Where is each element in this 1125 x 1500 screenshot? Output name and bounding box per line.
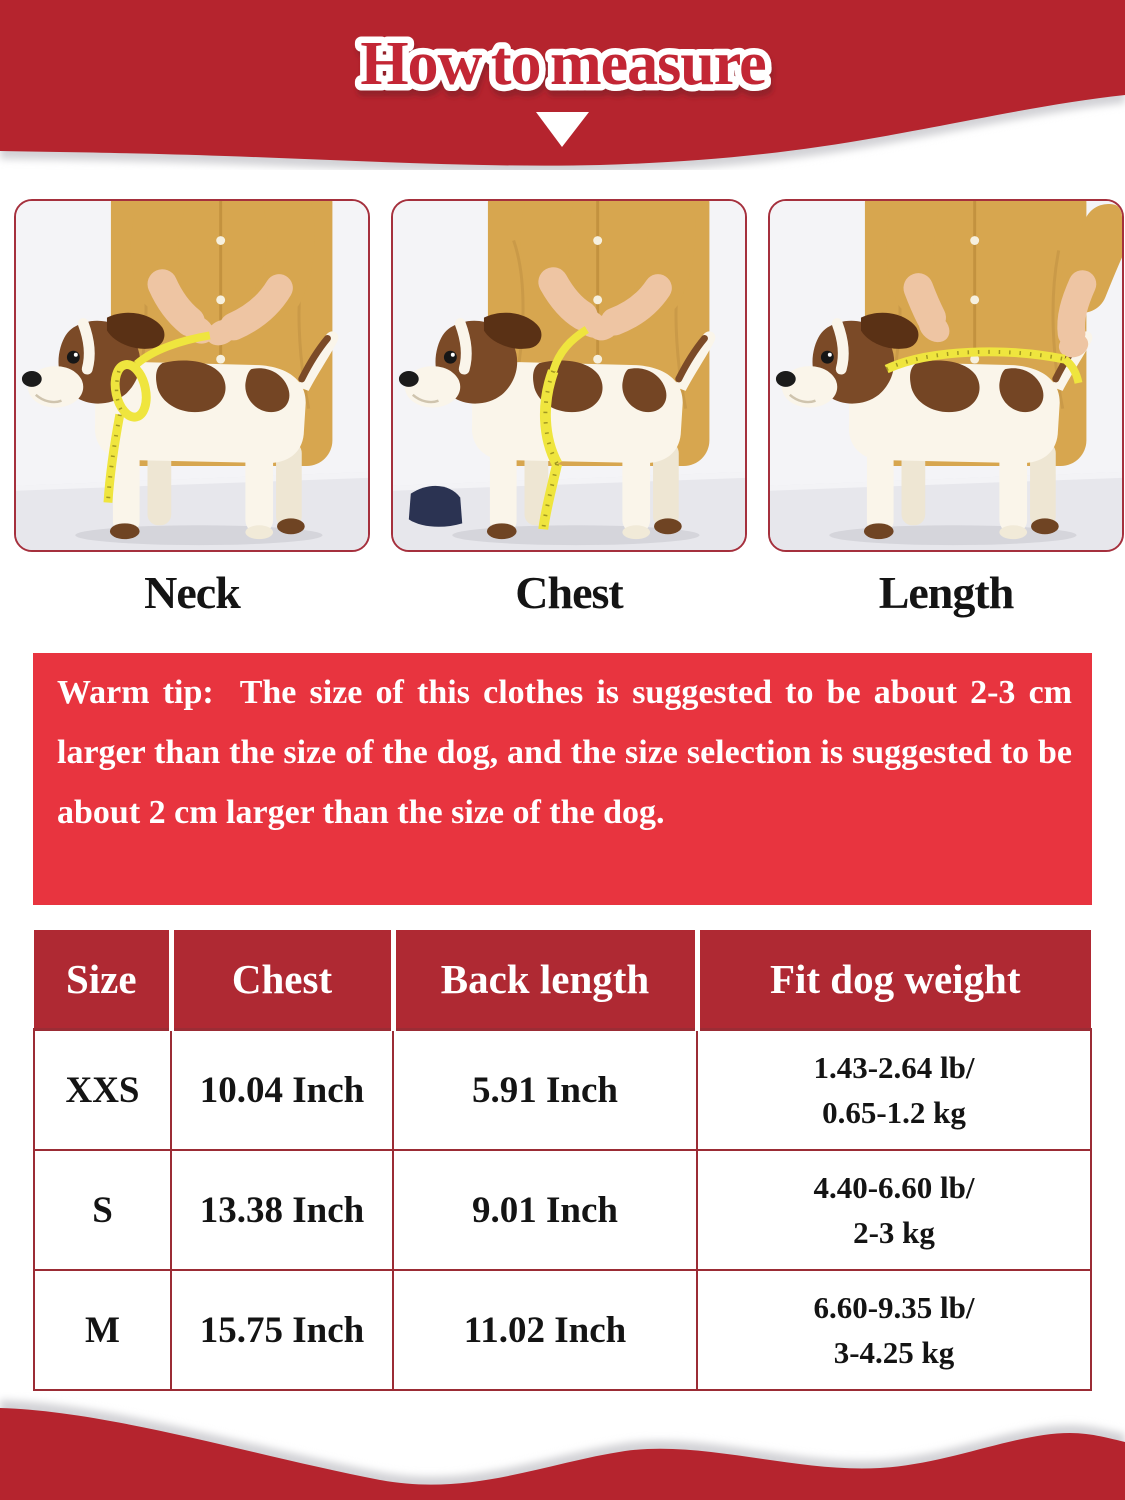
weight-kg: 2-3 kg (853, 1215, 935, 1250)
measure-photos (14, 199, 1124, 552)
warm-tip-text: The size of this clothes is suggested to be about 2-3 cm larger than the size of the dog, and the size selection is suggested to be about 2 cm larger than the size of the dog. (57, 674, 1072, 831)
weight-kg: 0.65-1.2 kg (822, 1095, 966, 1130)
weight-lb: 1.43-2.64 lb/ (813, 1050, 975, 1085)
photo-chest (391, 199, 747, 552)
cell-chest: 10.04 Inch (171, 1030, 393, 1151)
label-chest: Chest (515, 567, 623, 618)
cell-weight (697, 1150, 1091, 1270)
chest-measure-illustration (393, 201, 745, 550)
table-row-xxs (34, 1030, 1091, 1151)
table-row-s (34, 1150, 1091, 1270)
weight-lb: 4.40-6.60 lb/ (813, 1170, 975, 1205)
size-table (33, 930, 1092, 1391)
col-header-back-length: Back length (393, 930, 697, 1030)
col-header-size: Size (34, 930, 171, 1030)
top-banner (0, 0, 1125, 170)
page-title: How to measure (360, 30, 766, 98)
bottom-wave-graphic (0, 1392, 1125, 1500)
cell-chest: 13.38 Inch (171, 1150, 393, 1270)
cell-size: XXS (34, 1030, 171, 1151)
cell-size: S (34, 1150, 171, 1270)
col-header-weight: Fit dog weight (697, 930, 1091, 1030)
cell-back-length: 11.02 Inch (393, 1270, 697, 1390)
cell-weight (697, 1270, 1091, 1390)
cell-size: M (34, 1270, 171, 1390)
label-length: Length (878, 567, 1014, 618)
banner-wave (0, 0, 1125, 170)
weight-lb: 6.60-9.35 lb/ (813, 1290, 975, 1325)
bottom-wave (0, 1392, 1125, 1500)
weight-kg: 3-4.25 kg (833, 1335, 955, 1370)
length-measure-illustration (770, 201, 1122, 550)
cell-chest: 15.75 Inch (171, 1270, 393, 1390)
label-neck: Neck (144, 567, 240, 618)
cell-back-length: 9.01 Inch (393, 1150, 697, 1270)
table-row-m (34, 1270, 1091, 1390)
neck-measure-illustration (16, 201, 368, 550)
warm-tip-label: Warm tip: (57, 674, 214, 711)
col-header-chest: Chest (171, 930, 393, 1030)
photo-length (768, 199, 1124, 552)
table-header-row (34, 930, 1091, 1030)
warm-tip-box (33, 653, 1092, 905)
cell-back-length: 5.91 Inch (393, 1030, 697, 1151)
cell-weight (697, 1030, 1091, 1151)
photo-neck (14, 199, 370, 552)
photo-labels (14, 566, 1124, 619)
